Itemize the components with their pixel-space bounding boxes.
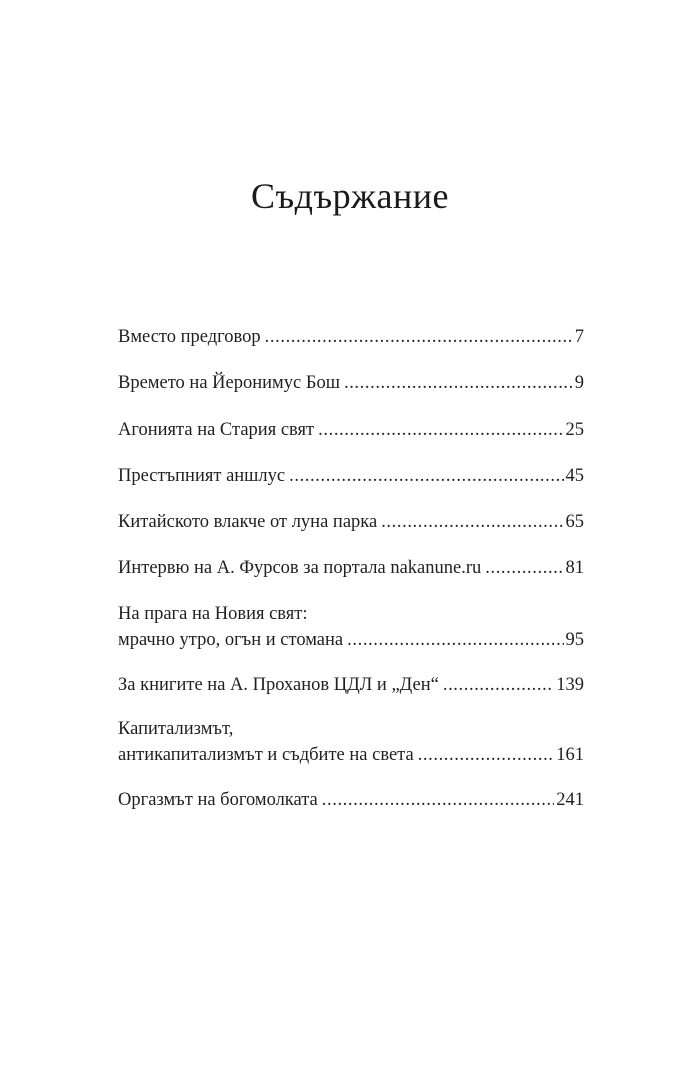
toc-entry — [118, 672, 584, 698]
toc-entry-title: Китайското влакче от луна парка — [118, 512, 378, 532]
dot-leader — [347, 627, 563, 653]
toc-entry — [118, 463, 584, 489]
dot-leader — [344, 370, 573, 396]
toc-line — [118, 787, 584, 813]
toc-entry-title: Вместо предговор — [118, 327, 261, 347]
toc-entry-title: Времето на Йеронимус Бош — [118, 373, 340, 393]
toc-entry-title-line-1: Капитализмът, — [118, 719, 234, 739]
toc-entry-title-line-2: антикапитализмът и съдбите на света — [118, 745, 414, 765]
toc-entry-title: Агонията на Стария свят — [118, 420, 315, 440]
toc-entry-title: Оргазмът на богомолката — [118, 790, 318, 810]
toc-page-number: 95 — [565, 630, 584, 650]
toc-entry — [118, 417, 584, 443]
toc-page-number: 45 — [565, 466, 584, 486]
dot-leader — [289, 463, 563, 489]
toc-line — [118, 370, 584, 396]
dot-leader — [443, 672, 554, 698]
toc-entry — [118, 509, 584, 535]
toc-line — [118, 627, 584, 653]
table-of-contents — [118, 0, 584, 1075]
toc-line — [118, 555, 584, 581]
toc-entry — [118, 787, 584, 813]
dot-leader — [318, 417, 563, 443]
toc-line — [118, 417, 584, 443]
toc-entry-title: Престъпният аншлус — [118, 466, 286, 486]
toc-line — [118, 324, 584, 350]
toc-page-number: 139 — [556, 675, 584, 695]
toc-line — [118, 509, 584, 535]
toc-entry — [118, 555, 584, 581]
dot-leader — [381, 509, 563, 535]
toc-entry-title: За книгите на А. Проханов ЦДЛ и „Ден“ — [118, 675, 439, 695]
toc-line — [118, 463, 584, 489]
dot-leader — [418, 742, 555, 768]
toc-page-number: 81 — [565, 558, 584, 578]
toc-entry — [118, 716, 584, 768]
page-title: Съдържание — [251, 176, 449, 216]
toc-page-number: 9 — [574, 373, 584, 393]
toc-page-number: 7 — [574, 327, 584, 347]
toc-entry-title-line-1: На прага на Новия свят: — [118, 604, 308, 624]
toc-entry — [118, 601, 584, 653]
dot-leader — [265, 324, 573, 350]
toc-entry-title: Интервю на А. Фурсов за портала nakanune.ru — [118, 558, 482, 578]
dot-leader — [322, 787, 554, 813]
toc-page-number: 25 — [565, 420, 584, 440]
toc-page-number: 65 — [565, 512, 584, 532]
toc-line — [118, 742, 584, 768]
toc-line — [118, 672, 584, 698]
toc-entry — [118, 370, 584, 396]
dot-leader — [485, 555, 563, 581]
toc-entry-title-line-2: мрачно утро, огън и стомана — [118, 630, 344, 650]
toc-line — [118, 601, 584, 627]
toc-page-number: 241 — [556, 790, 584, 810]
toc-page-number: 161 — [556, 745, 584, 765]
toc-entry — [118, 324, 584, 350]
toc-line — [118, 716, 584, 742]
